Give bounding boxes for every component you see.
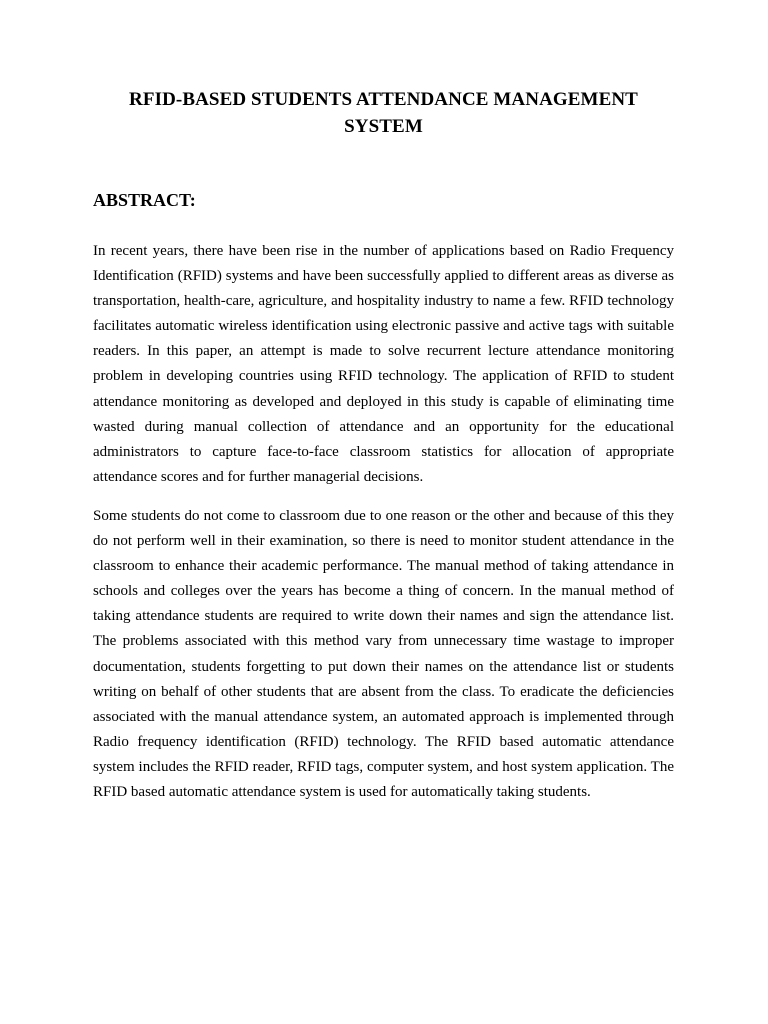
abstract-paragraph-1: In recent years, there have been rise in the number of applications based on Radio Frequency Identification (RFID) systems and have been successfully applied to different areas as diverse as transportation, health-care, agriculture, and hospitality industry to name a few. RFID technology facilitates automatic wireless identification using electronic passive and active tags with suitable readers. In this paper, an attempt is made to solve recurrent lecture attendance monitoring problem in developing countries using RFID technology. The application of RFID to student attendance monitoring as developed and deployed in this study is capable of eliminating time wasted during manual collection of attendance and an opportunity for the educational administrators to capture face-to-face classroom statistics for allocation of appropriate attendance scores and for further managerial decisions. xyxy=(93,243,674,485)
document-title: RFID-BASED STUDENTS ATTENDANCE MANAGEMENT SYSTEM xyxy=(129,89,638,137)
abstract-heading: ABSTRACT: xyxy=(93,190,196,210)
abstract-paragraph-2: Some students do not come to classroom due to one reason or the other and because of this they do not perform well in their examination, so there is need to monitor student attendance in the classroom to enhance their academic performance. The manual method of taking attendance in schools and colleges over the years has become a thing of concern. In the manual method of taking attendance students are required to write down their names and sign the attendance list. The problems associated with this method vary from unnecessary time wastage to improper documentation, students forgetting to put down their names on the attendance list or students writing on behalf of other students that are absent from the class. To eradicate the deficiencies associated with the manual attendance system, an automated approach is implemented through Radio frequency identification (RFID) technology. The RFID based automatic attendance system includes the RFID reader, RFID tags, computer system, and host system application. The RFID based automatic attendance system is used for automatically taking students. xyxy=(93,508,674,801)
